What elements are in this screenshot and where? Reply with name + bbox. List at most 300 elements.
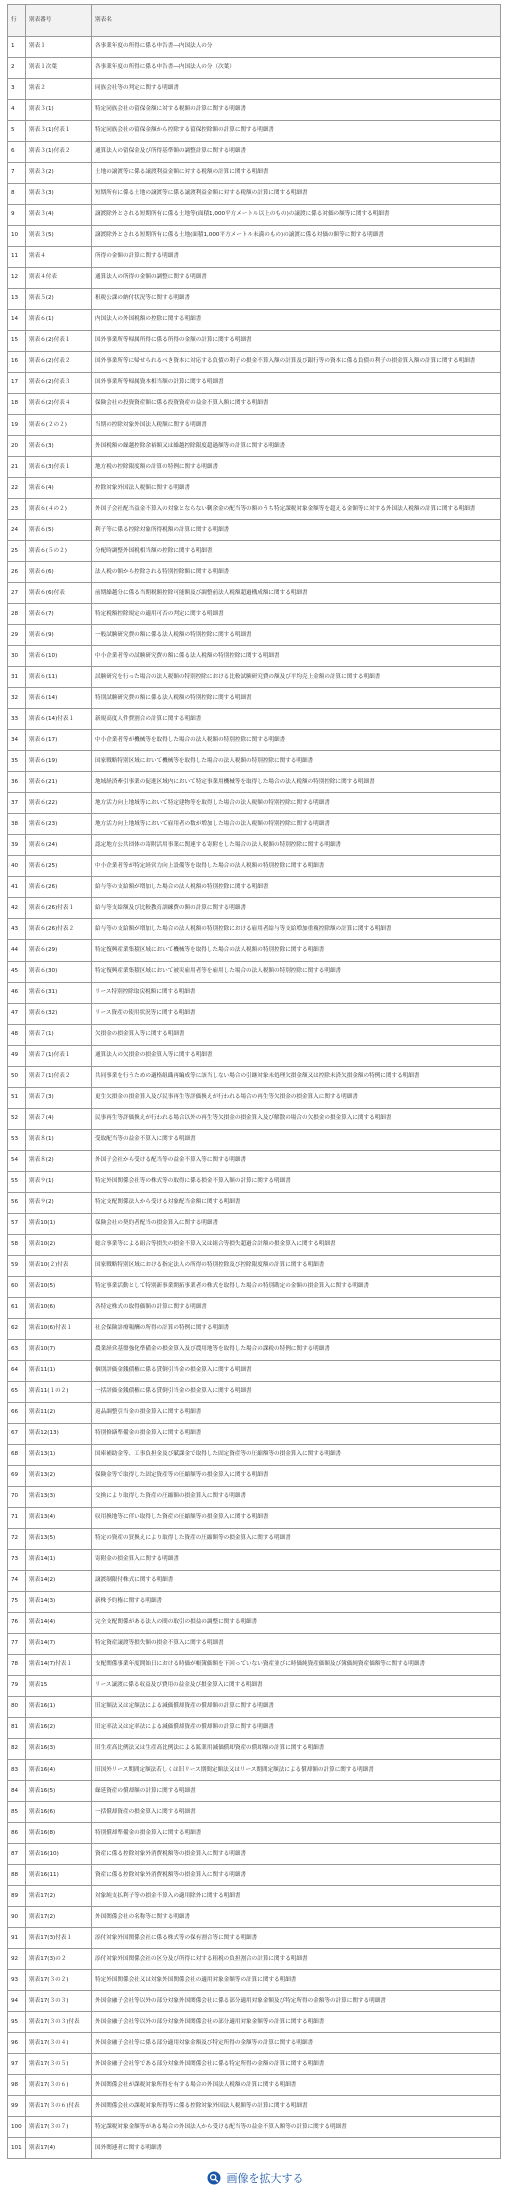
row-number-cell: 97	[8, 2054, 26, 2075]
form-number-cell: 別表14(7)	[26, 1634, 92, 1655]
table-row	[8, 646, 501, 667]
form-name-cell: 地方活力向上地域等において特定建物等を取得した場合の法人税額の特別控除に関する明細書	[92, 793, 501, 814]
table-row	[8, 2117, 501, 2138]
row-number-cell: 25	[8, 541, 26, 562]
form-number-cell: 別表17(2)	[26, 1907, 92, 1928]
table-row	[8, 1507, 501, 1528]
form-name-cell: 欠損金の損金算入等に関する明細書	[92, 1024, 501, 1045]
table-row	[8, 1150, 501, 1171]
form-name-cell: 外国金融子会社等以外の部分対象外国関係会社の部分適用対象金額等の計算に関する明細書	[92, 2012, 501, 2033]
row-number-cell: 75	[8, 1591, 26, 1612]
table-row	[8, 57, 501, 78]
form-number-cell: 別表８(1)	[26, 1129, 92, 1150]
table-row	[8, 688, 501, 709]
form-name-cell: 寄附金の損金算入に関する明細書	[92, 1549, 501, 1570]
form-number-cell: 別表６(26)	[26, 877, 92, 898]
form-number-cell: 別表16(4)	[26, 1760, 92, 1781]
form-number-cell: 別表６(14)	[26, 688, 92, 709]
table-row	[8, 225, 501, 246]
form-name-cell: 国外関連者に関する明細書	[92, 2138, 501, 2159]
form-name-cell: 特定復興産業集積区域において機械等を取得した場合の法人税額の特別控除に関する明細書	[92, 940, 501, 961]
form-number-cell: 別表６(2)付表１	[26, 331, 92, 352]
form-number-cell: 別表16(5)	[26, 1781, 92, 1802]
row-number-cell: 39	[8, 835, 26, 856]
row-number-cell: 5	[8, 120, 26, 141]
form-number-cell: 別表17(３の７)	[26, 2117, 92, 2138]
form-name-cell: 地方税の控除限度額の計算の特例に関する明細書	[92, 457, 501, 478]
table-row	[8, 520, 501, 541]
form-number-cell: 別表16(11)	[26, 1865, 92, 1886]
form-number-cell: 別表３(2)	[26, 162, 92, 183]
table-row	[8, 1297, 501, 1318]
row-number-cell: 71	[8, 1507, 26, 1528]
table-row	[8, 1087, 501, 1108]
form-number-cell: 別表13(3)	[26, 1486, 92, 1507]
row-number-cell: 72	[8, 1528, 26, 1549]
row-number-cell: 30	[8, 646, 26, 667]
table-row	[8, 499, 501, 520]
form-name-cell: 土地の譲渡等に係る譲渡利益金額に対する税額の計算に関する明細書	[92, 162, 501, 183]
row-number-cell: 4	[8, 99, 26, 120]
form-number-cell: 別表17(３の６)	[26, 2075, 92, 2096]
form-name-cell: 資産に係る控除対象外消費税額等の損金算入に関する明細書	[92, 1865, 501, 1886]
row-number-cell: 3	[8, 78, 26, 99]
row-number-cell: 40	[8, 856, 26, 877]
form-name-cell: 地方活力向上地域等において雇用者の数が増加した場合の法人税額の特別控除に関する明細書	[92, 814, 501, 835]
table-row	[8, 1823, 501, 1844]
form-name-cell: 外国関係会社の名称等に関する明細書	[92, 1907, 501, 1928]
form-name-cell: 同族会社等の判定に関する明細書	[92, 78, 501, 99]
table-row	[8, 1781, 501, 1802]
form-name-cell: 民事再生等評価換えが行われる場合以外の再生等欠損金の損金算入及び解散の場合の欠損金の損金算入に関する明細書	[92, 1108, 501, 1129]
row-number-cell: 31	[8, 667, 26, 688]
row-number-cell: 15	[8, 331, 26, 352]
form-name-cell: 試験研究を行った場合の法人税額の特別控除における比較試験研究費の額及び平均売上金額の計算に関する明細書	[92, 667, 501, 688]
form-name-cell: 通算法人の留保金及び所得基準額の調整計算に関する明細書	[92, 141, 501, 162]
form-number-cell: 別表13(1)	[26, 1444, 92, 1465]
table-row	[8, 183, 501, 204]
table-row	[8, 478, 501, 499]
row-number-cell: 48	[8, 1024, 26, 1045]
form-name-cell: 保険会社の投資資産額に係る投資資産の益金不算入額に関する明細書	[92, 394, 501, 415]
form-number-cell: 別表６(7)	[26, 604, 92, 625]
form-name-cell: 譲渡除外とされる短期所有に係る土地等(面積1,000平方メートル以上のもの)の譲渡に係る対価の額等に関する明細書	[92, 204, 501, 225]
form-name-cell: 国庫補助金等、工事負担金及び賦課金で取得した固定資産等の圧縮額等の損金算入に関する明細書	[92, 1444, 501, 1465]
form-name-cell: 交換により取得した資産の圧縮額の損金算入に関する明細書	[92, 1486, 501, 1507]
table-row	[8, 1234, 501, 1255]
form-number-cell: 別表17(３の２)	[26, 1970, 92, 1991]
form-name-cell: 特別償却準備金の損金算入に関する明細書	[92, 1823, 501, 1844]
table-row	[8, 99, 501, 120]
form-number-cell: 別表16(8)	[26, 1823, 92, 1844]
form-name-cell: 旧定額法又は定額法による減価償却資産の償却額の計算に関する明細書	[92, 1697, 501, 1718]
row-number-cell: 21	[8, 457, 26, 478]
table-row	[8, 1045, 501, 1066]
table-row	[8, 814, 501, 835]
row-number-cell: 82	[8, 1739, 26, 1760]
form-number-cell: 別表２	[26, 78, 92, 99]
row-number-cell: 42	[8, 898, 26, 919]
table-row	[8, 246, 501, 267]
form-name-cell: 特定復興産業集積区域において被災雇用者等を雇用した場合の法人税額の特別控除に関する明細書	[92, 961, 501, 982]
row-number-cell: 96	[8, 2033, 26, 2054]
form-name-cell: 各事業年度の所得に係る申告書―内国法人の分	[92, 36, 501, 57]
row-number-cell: 9	[8, 204, 26, 225]
form-name-cell: 国外事業所等帰属資本相当額の計算に関する明細書	[92, 373, 501, 394]
form-name-cell: 特定同族会社の留保金額から控除する留保控除額の計算に関する明細書	[92, 120, 501, 141]
form-name-cell: 保険会社の契約者配当の損金算入に関する明細書	[92, 1213, 501, 1234]
form-name-cell: 外国金融子会社等以外の部分対象外国関係会社に係る部分適用対象金額及び特定所得の金額等の計算に関する明細書	[92, 1991, 501, 2012]
table-row	[8, 141, 501, 162]
table-row	[8, 1171, 501, 1192]
row-number-cell: 45	[8, 961, 26, 982]
row-number-cell: 91	[8, 1928, 26, 1949]
row-number-cell: 77	[8, 1634, 26, 1655]
form-number-cell: 別表７(1)付表１	[26, 1045, 92, 1066]
row-number-cell: 57	[8, 1213, 26, 1234]
form-name-cell: 当期の控除対象外国法人税額に関する明細書	[92, 415, 501, 436]
form-number-cell: 別表６(21)	[26, 772, 92, 793]
form-number-cell: 別表６(1)	[26, 310, 92, 331]
form-number-cell: 別表17(３の６)付表	[26, 2096, 92, 2117]
form-number-cell: 別表６(32)	[26, 1003, 92, 1024]
row-number-cell: 43	[8, 919, 26, 940]
row-number-cell: 68	[8, 1444, 26, 1465]
row-number-cell: 87	[8, 1844, 26, 1865]
table-row	[8, 1003, 501, 1024]
form-name-cell: 添付対象外国関係会社の区分及び所得に対する租税の負担割合の計算に関する明細書	[92, 1949, 501, 1970]
form-number-cell: 別表10(1)	[26, 1213, 92, 1234]
table-row	[8, 1402, 501, 1423]
form-number-cell: 別表６(23)	[26, 814, 92, 835]
table-row	[8, 1739, 501, 1760]
form-number-cell: 別表１次葉	[26, 57, 92, 78]
form-name-cell: 添付対象外国関係会社に係る株式等の保有割合等に関する明細書	[92, 1928, 501, 1949]
table-row	[8, 1444, 501, 1465]
table-row	[8, 961, 501, 982]
table-row	[8, 835, 501, 856]
form-name-cell: 特定同族会社の留保金額に対する税額の計算に関する明細書	[92, 99, 501, 120]
row-number-cell: 69	[8, 1465, 26, 1486]
form-name-cell: 特定税額控除規定の適用可否の判定に関する明細書	[92, 604, 501, 625]
form-number-cell: 別表６(５の２)	[26, 541, 92, 562]
table-row	[8, 1528, 501, 1549]
form-name-cell: 所得の金額の計算に関する明細書	[92, 246, 501, 267]
form-number-cell: 別表３(4)	[26, 204, 92, 225]
row-number-cell: 2	[8, 57, 26, 78]
table-row	[8, 1718, 501, 1739]
form-number-cell: 別表６(22)	[26, 793, 92, 814]
form-name-cell: 外国金融子会社等に係る部分適用対象金額及び特定所得の金額等の計算に関する明細書	[92, 2033, 501, 2054]
row-number-cell: 41	[8, 877, 26, 898]
row-number-cell: 18	[8, 394, 26, 415]
row-number-cell: 35	[8, 751, 26, 772]
table-row	[8, 1991, 501, 2012]
row-number-cell: 12	[8, 267, 26, 288]
form-name-cell: 収用換地等に伴い取得した資産の圧縮額等の損金算入に関する明細書	[92, 1507, 501, 1528]
form-name-cell: 新株予約権に関する明細書	[92, 1591, 501, 1612]
form-number-cell: 別表17(2)	[26, 1886, 92, 1907]
row-number-cell: 50	[8, 1066, 26, 1087]
form-number-cell: 別表10(6)付表１	[26, 1318, 92, 1339]
form-number-cell: 別表７(4)	[26, 1108, 92, 1129]
table-row	[8, 1549, 501, 1570]
table-row	[8, 2138, 501, 2159]
row-number-cell: 13	[8, 289, 26, 310]
table-row	[8, 1591, 501, 1612]
row-number-cell: 32	[8, 688, 26, 709]
table-row	[8, 1318, 501, 1339]
form-number-cell: 別表16(1)	[26, 1697, 92, 1718]
header-row-number: 行	[8, 5, 26, 37]
form-name-cell: 租税公課の納付状況等に関する明細書	[92, 289, 501, 310]
row-number-cell: 76	[8, 1612, 26, 1633]
table-row	[8, 78, 501, 99]
row-number-cell: 59	[8, 1255, 26, 1276]
table-row	[8, 415, 501, 436]
form-name-cell: 更生欠損金の損金算入及び民事再生等評価換えが行われる場合の再生等欠損金の損金算入に関する明細書	[92, 1087, 501, 1108]
row-number-cell: 11	[8, 246, 26, 267]
form-number-cell: 別表３(1)	[26, 99, 92, 120]
form-name-cell: 利子等に係る控除対象所得税額の計算に関する明細書	[92, 520, 501, 541]
form-name-cell: 外国金融子会社等である部分対象外国関係会社に係る特定所得の金額の計算に関する明細書	[92, 2054, 501, 2075]
form-number-cell: 別表７(1)	[26, 1024, 92, 1045]
form-name-cell: 個別評価金銭債権に係る貸倒引当金の損金算入に関する明細書	[92, 1360, 501, 1381]
row-number-cell: 60	[8, 1276, 26, 1297]
table-row	[8, 1276, 501, 1297]
table-row	[8, 436, 501, 457]
zoom-image-label: 画像を拡大する	[226, 2172, 304, 2185]
form-number-cell: 別表10(6)	[26, 1297, 92, 1318]
table-row	[8, 1255, 501, 1276]
row-number-cell: 78	[8, 1655, 26, 1676]
table-row	[8, 331, 501, 352]
form-name-cell: 認定地方公共団体の寄附活用事業に関連する寄附をした場合の法人税額の特別控除に関する明細書	[92, 835, 501, 856]
form-name-cell: 総合事業等による組合等損失の損金不算入又は組合等損失超過合計額の損金算入に関する明細書	[92, 1234, 501, 1255]
table-row	[8, 2054, 501, 2075]
form-name-cell: 特定外国関係会社等の株式等の取得に係る損金不算入額の計算に関する明細書	[92, 1171, 501, 1192]
form-number-cell: 別表３(1)付表２	[26, 141, 92, 162]
form-number-cell: 別表13(5)	[26, 1528, 92, 1549]
form-name-cell: 短期所有に係る土地の譲渡等に係る譲渡利益金額に対する税額の計算に関する明細書	[92, 183, 501, 204]
table-row	[8, 1360, 501, 1381]
table-row	[8, 1865, 501, 1886]
zoom-image-link[interactable]	[207, 2170, 304, 2186]
form-number-cell: 別表３(1)付表１	[26, 120, 92, 141]
form-number-cell: 別表６(17)	[26, 730, 92, 751]
table-row	[8, 1676, 501, 1697]
form-name-cell: 支配関係事業年度開始日における時価が帳簿価額を下回っていない資産並びに時価純資産価額及び簿価純資産価額等に関する明細書	[92, 1655, 501, 1676]
table-row	[8, 1907, 501, 1928]
row-number-cell: 66	[8, 1402, 26, 1423]
form-name-cell: 給与等の支給額が増加した場合の法人税額の特別控除に関する明細書	[92, 877, 501, 898]
magnifier-icon	[207, 2171, 221, 2185]
table-row	[8, 1886, 501, 1907]
form-name-cell: 国外事業所等に帰せられるべき資本に対応する負債の利子の損金不算入額の計算及び銀行等の資本に係る負債の利子の損金算入額の計算に関する明細書	[92, 352, 501, 373]
form-name-cell: 新規高度人件費割合の計算に関する明細書	[92, 709, 501, 730]
form-number-cell: 別表６(４の２)	[26, 499, 92, 520]
form-number-cell: 別表11(１の２)	[26, 1381, 92, 1402]
table-row	[8, 1339, 501, 1360]
row-number-cell: 47	[8, 1003, 26, 1024]
form-name-cell: 譲渡制限付株式に関する明細書	[92, 1570, 501, 1591]
form-name-cell: 特定支配関係法人から受ける対象配当金額に関する明細書	[92, 1192, 501, 1213]
form-name-cell: 対象純支払利子等の損金不算入の適用除外に関する明細書	[92, 1886, 501, 1907]
table-row	[8, 1928, 501, 1949]
table-row	[8, 1802, 501, 1823]
form-number-cell: 別表10(5)	[26, 1276, 92, 1297]
form-name-cell: 分配時調整外国税相当額の控除に関する明細書	[92, 541, 501, 562]
row-number-cell: 67	[8, 1423, 26, 1444]
attachment-table	[7, 4, 501, 2159]
row-number-cell: 26	[8, 562, 26, 583]
form-number-cell: 別表４	[26, 246, 92, 267]
row-number-cell: 100	[8, 2117, 26, 2138]
row-number-cell: 6	[8, 141, 26, 162]
table-row	[8, 1066, 501, 1087]
form-number-cell: 別表６(26)付表１	[26, 898, 92, 919]
table-row	[8, 162, 501, 183]
form-name-cell: 特定課税対象金額等がある場合の外国法人から受ける配当等の益金不算入額等の計算に関する明細書	[92, 2117, 501, 2138]
form-name-cell: 国外事業所等帰属所得に係る所得の金額の計算に関する明細書	[92, 331, 501, 352]
row-number-cell: 14	[8, 310, 26, 331]
form-number-cell: 別表６(6)	[26, 562, 92, 583]
row-number-cell: 1	[8, 36, 26, 57]
form-number-cell: 別表３(3)	[26, 183, 92, 204]
form-number-cell: 別表６(4)	[26, 478, 92, 499]
row-number-cell: 98	[8, 2075, 26, 2096]
form-number-cell: 別表１	[26, 36, 92, 57]
table-row	[8, 310, 501, 331]
form-number-cell: 別表17(３の４)	[26, 2033, 92, 2054]
row-number-cell: 64	[8, 1360, 26, 1381]
table-row	[8, 394, 501, 415]
table-row	[8, 919, 501, 940]
table-row	[8, 730, 501, 751]
table-row	[8, 1697, 501, 1718]
table-row	[8, 2033, 501, 2054]
form-name-cell: 外国税額の繰越控除余裕額又は繰越控除限度超過額等の計算に関する明細書	[92, 436, 501, 457]
table-row	[8, 1129, 501, 1150]
row-number-cell: 22	[8, 478, 26, 499]
form-number-cell: 別表５(2)	[26, 289, 92, 310]
table-row	[8, 793, 501, 814]
form-number-cell: 別表６(14)付表１	[26, 709, 92, 730]
row-number-cell: 84	[8, 1781, 26, 1802]
form-name-cell: 各特定株式の取得価額の計算に関する明細書	[92, 1297, 501, 1318]
table-row	[8, 1634, 501, 1655]
form-name-cell: 保険金等で取得した固定資産等の圧縮額等の損金算入に関する明細書	[92, 1465, 501, 1486]
row-number-cell: 90	[8, 1907, 26, 1928]
form-number-cell: 別表16(10)	[26, 1844, 92, 1865]
table-row	[8, 1465, 501, 1486]
row-number-cell: 51	[8, 1087, 26, 1108]
table-row	[8, 1381, 501, 1402]
form-number-cell: 別表９(2)	[26, 1192, 92, 1213]
row-number-cell: 17	[8, 373, 26, 394]
form-name-cell: 内国法人の外国税額の控除に関する明細書	[92, 310, 501, 331]
table-header-row	[8, 5, 501, 37]
attachment-list-sheet	[7, 4, 501, 2159]
table-row	[8, 2075, 501, 2096]
form-name-cell: 地域経済牽引事業の促進区域内において特定事業用機械等を取得した場合の法人税額の特別控除に関する明細書	[92, 772, 501, 793]
form-name-cell: 農業経営基盤強化準備金の損金算入及び農用地等を取得した場合の課税の特例に関する明細書	[92, 1339, 501, 1360]
form-name-cell: 受取配当等の益金不算入に関する明細書	[92, 1129, 501, 1150]
row-number-cell: 74	[8, 1570, 26, 1591]
row-number-cell: 34	[8, 730, 26, 751]
table-row	[8, 982, 501, 1003]
row-number-cell: 10	[8, 225, 26, 246]
row-number-cell: 7	[8, 162, 26, 183]
table-row	[8, 1844, 501, 1865]
form-number-cell: 別表６(24)	[26, 835, 92, 856]
table-row	[8, 1213, 501, 1234]
form-number-cell: 別表11(1)	[26, 1360, 92, 1381]
table-row	[8, 1655, 501, 1676]
form-name-cell: 通算法人の欠損金の損金算入等に関する明細書	[92, 1045, 501, 1066]
form-name-cell: 共同事業を行うための適格組織再編成等に該当しない場合の引継対象未処理欠損金額又は控除未済欠損金額の特例に関する明細書	[92, 1066, 501, 1087]
table-row	[8, 2012, 501, 2033]
form-number-cell: 別表６(9)	[26, 625, 92, 646]
table-row	[8, 352, 501, 373]
table-row	[8, 1108, 501, 1129]
form-number-cell: 別表17(4)	[26, 2138, 92, 2159]
form-number-cell: 別表13(4)	[26, 1507, 92, 1528]
row-number-cell: 29	[8, 625, 26, 646]
form-name-cell: リース特別控除取戻税額に関する明細書	[92, 982, 501, 1003]
table-row	[8, 1612, 501, 1633]
row-number-cell: 61	[8, 1297, 26, 1318]
row-number-cell: 89	[8, 1886, 26, 1907]
form-number-cell: 別表14(1)	[26, 1549, 92, 1570]
row-number-cell: 38	[8, 814, 26, 835]
row-number-cell: 93	[8, 1970, 26, 1991]
row-number-cell: 80	[8, 1697, 26, 1718]
form-name-cell: 特定外国関係会社又は対象外国関係会社の適用対象金額等の計算に関する明細書	[92, 1970, 501, 1991]
table-row	[8, 898, 501, 919]
table-row	[8, 1423, 501, 1444]
row-number-cell: 36	[8, 772, 26, 793]
form-number-cell: 別表６(29)	[26, 940, 92, 961]
table-row	[8, 1486, 501, 1507]
row-number-cell: 92	[8, 1949, 26, 1970]
form-name-cell: 給与等支給額及び比較教育訓練費の額の計算に関する明細書	[92, 898, 501, 919]
form-name-cell: 完全支配関係がある法人の間の取引の損益の調整に関する明細書	[92, 1612, 501, 1633]
form-name-cell: 特別試験研究費の額に係る法人税額の特別控除に関する明細書	[92, 688, 501, 709]
row-number-cell: 49	[8, 1045, 26, 1066]
row-number-cell: 63	[8, 1339, 26, 1360]
row-number-cell: 8	[8, 183, 26, 204]
form-name-cell: 社会保険診療報酬の所得の計算の特例に関する明細書	[92, 1318, 501, 1339]
row-number-cell: 65	[8, 1381, 26, 1402]
table-body	[8, 36, 501, 2159]
table-row	[8, 1570, 501, 1591]
form-name-cell: 前期繰越分に係る当期税額控除可能額及び調整前法人税額超過構成額に関する明細書	[92, 583, 501, 604]
form-number-cell: 別表６(3)	[26, 436, 92, 457]
form-name-cell: 繰延資産の償却額の計算に関する明細書	[92, 1781, 501, 1802]
form-number-cell: 別表11(2)	[26, 1402, 92, 1423]
form-name-cell: 一括評価金銭債権に係る貸倒引当金の損金算入に関する明細書	[92, 1381, 501, 1402]
row-number-cell: 53	[8, 1129, 26, 1150]
form-number-cell: 別表14(2)	[26, 1570, 92, 1591]
form-number-cell: 別表６(25)	[26, 856, 92, 877]
form-name-cell: 国家戦略特別区域における指定法人の所得の特別控除及び控除限度額の計算に関する明細書	[92, 1255, 501, 1276]
form-number-cell: 別表14(3)	[26, 1591, 92, 1612]
form-name-cell: 旧定率法又は定率法による減価償却資産の償却額の計算に関する明細書	[92, 1718, 501, 1739]
form-name-cell: 外国関係会社の課税対象所得等に係る控除対象外国法人税額等の計算に関する明細書	[92, 2096, 501, 2117]
form-name-cell: 一般試験研究費の額に係る法人税額の特別控除に関する明細書	[92, 625, 501, 646]
row-number-cell: 52	[8, 1108, 26, 1129]
